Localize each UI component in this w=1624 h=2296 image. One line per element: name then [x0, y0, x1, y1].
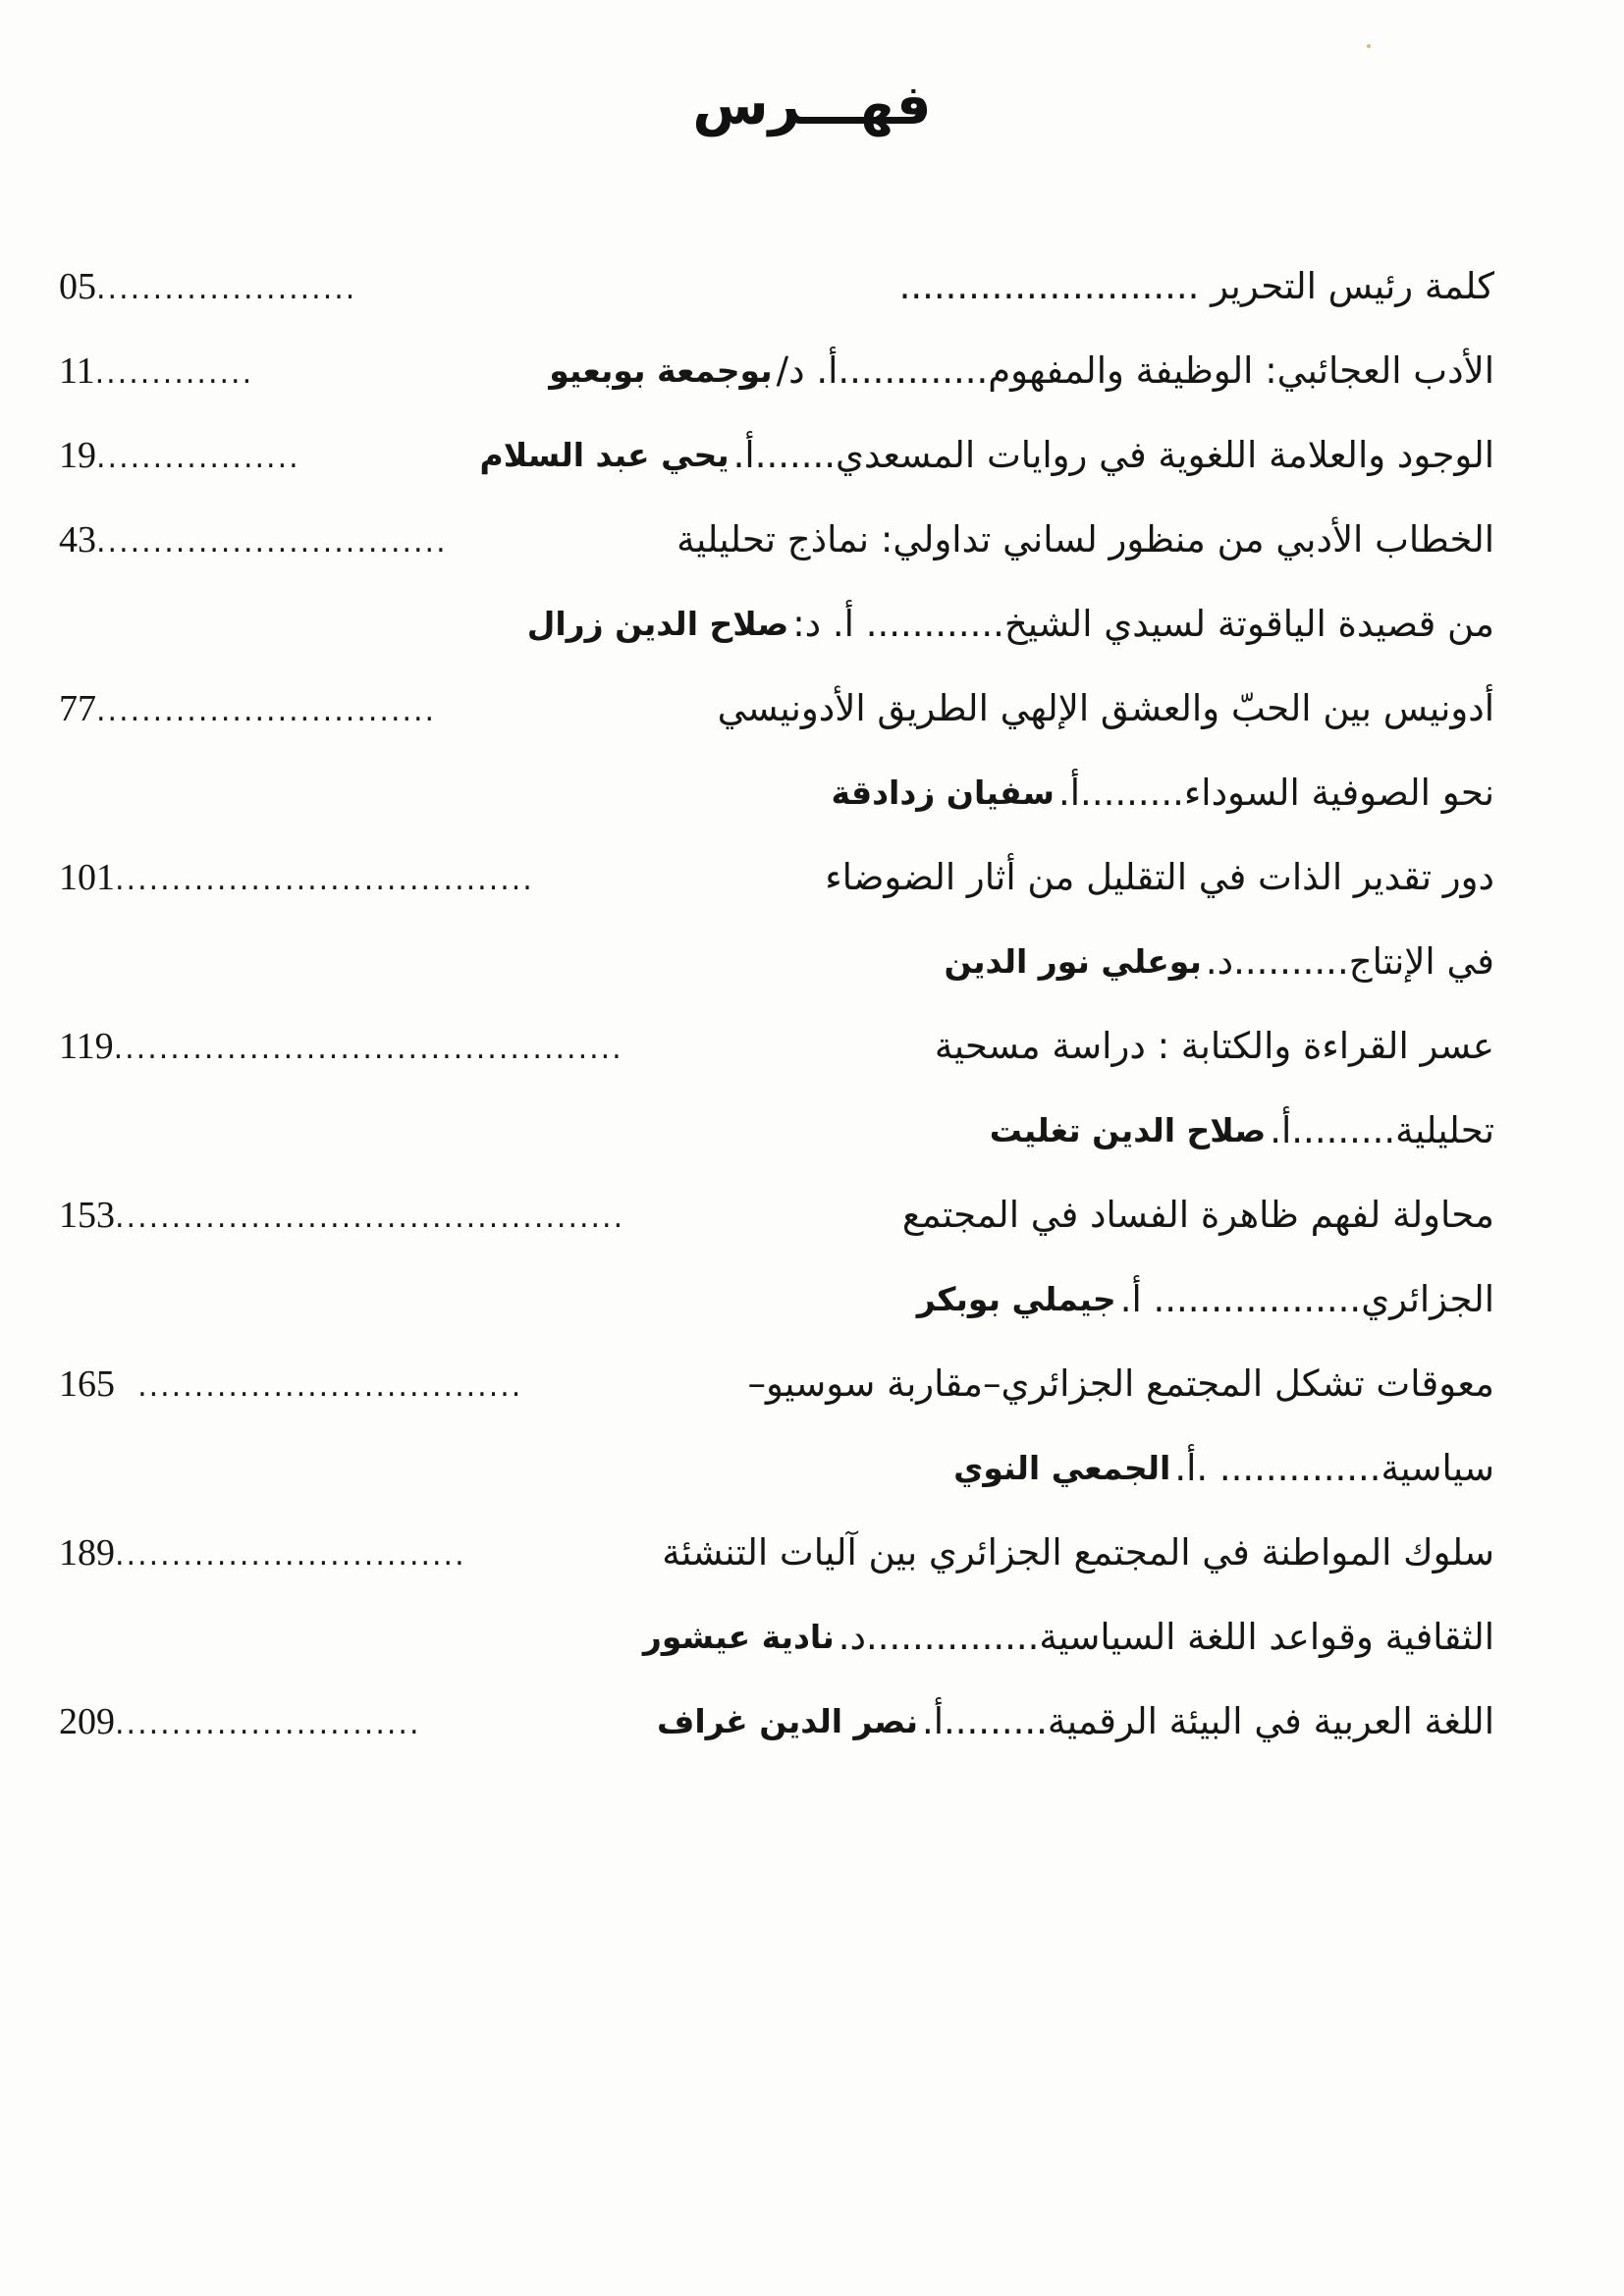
toc-leader-dots: ............................... [115, 1538, 466, 1573]
toc-page-number [59, 1355, 522, 1414]
toc-entry-title [527, 595, 1494, 654]
toc-entry-text: سياسية.............. .أ. [1174, 1447, 1494, 1489]
toc-entry-author: صلاح الدين زرال [526, 605, 789, 643]
toc-page-value: 05 [59, 266, 96, 307]
toc-entry [59, 1439, 1494, 1523]
toc-entry-title [821, 848, 1494, 907]
toc-entry-title [895, 257, 1494, 316]
toc-leader-dots: ............................... [96, 525, 448, 560]
toc-leader-dots: ............................................. [113, 1032, 623, 1066]
toc-entry-title [917, 1270, 1494, 1329]
toc-page-value: 43 [59, 519, 96, 561]
toc-entry-author: سفيان زدادقة [831, 774, 1056, 812]
toc-entry-title [990, 1101, 1494, 1160]
toc-entry-author: الجمعي النوي [953, 1449, 1171, 1487]
toc-entry-title [744, 1355, 1494, 1414]
toc-page-value: 165 [59, 1363, 115, 1405]
toc-entry-text: أدونيس بين الحبّ والعشق الإلهي الطريق الأدونيسي [717, 687, 1494, 729]
toc-entry [59, 933, 1494, 1017]
toc-entry-text: نحو الصوفية السوداء.........أ. [1058, 772, 1494, 814]
toc-entry-title [831, 764, 1494, 823]
toc-page-value: 101 [59, 857, 115, 898]
toc-entry-author: جيملي بوبكر [916, 1280, 1116, 1318]
toc-entry-author: نصر الدين غراف [657, 1702, 918, 1740]
toc-entry [59, 595, 1494, 679]
toc-page-number [59, 426, 300, 485]
toc-entry [59, 1608, 1494, 1692]
toc-entry [59, 848, 1494, 933]
toc-entry-text: محاولة لفهم ظاهرة الفساد في المجتمع [901, 1194, 1494, 1236]
toc-page-value: 189 [59, 1532, 115, 1574]
toc-entry-text: دور تقدير الذات في التقليل من أثار الضوضاء [825, 856, 1494, 898]
toc-entry-text: تحليلية.........أ. [1270, 1109, 1494, 1151]
toc-page-number [59, 1017, 623, 1076]
toc-leader-dots: ........................... [115, 1707, 421, 1741]
toc-page-number [59, 510, 448, 569]
toc-entry-title [643, 1608, 1494, 1667]
table-of-contents [59, 257, 1494, 1777]
toc-entry-text: الوجود والعلامة اللغوية في روايات المسعدي.......أ. [732, 434, 1494, 476]
toc-entry-text: سلوك المواطنة في المجتمع الجزائري بين آليات التنشئة [662, 1531, 1494, 1574]
toc-entry-text: اللغة العربية في البيئة الرقمية.........أ. [921, 1700, 1494, 1742]
toc-page-number [59, 257, 356, 316]
toc-leader-dots: ..................................... [115, 863, 534, 897]
toc-page-number [59, 679, 436, 738]
toc-entry-author: بوعلي نور الدين [944, 942, 1202, 981]
toc-page-number [59, 342, 253, 400]
toc-entry [59, 1270, 1494, 1355]
toc-entry [59, 764, 1494, 848]
toc-page-number [59, 1523, 466, 1582]
toc-entry-author: بوجمعة بوبعيو [549, 351, 773, 390]
toc-entry [59, 1101, 1494, 1186]
toc-entry-text: في الإنتاج..........د. [1205, 940, 1494, 983]
toc-entry-author: صلاح الدين تغليت [989, 1111, 1267, 1149]
toc-entry-title [931, 1017, 1494, 1076]
toc-page-value: 119 [59, 1026, 114, 1067]
toc-entry [59, 679, 1494, 764]
toc-entry [59, 1186, 1494, 1270]
toc-entry-text: كلمة رئيس التحرير .......................... [898, 265, 1494, 307]
toc-entry-title [944, 933, 1494, 991]
toc-leader-dots: ....................... [96, 272, 357, 306]
page-title: فهـــرس [692, 74, 932, 137]
toc-entry [59, 1017, 1494, 1101]
toc-entry-text: معوقات تشكل المجتمع الجزائري–مقاربة سوسيو– [747, 1362, 1494, 1405]
toc-page-number [59, 1692, 420, 1751]
toc-entry-title [658, 1523, 1494, 1582]
toc-entry-author: نادية عيشور [642, 1618, 835, 1656]
toc-page-value: 209 [59, 1701, 115, 1742]
toc-page-value: 77 [59, 688, 96, 729]
toc-leader-dots: .............. [94, 356, 254, 391]
toc-entry [59, 342, 1494, 426]
toc-entry-title [953, 1439, 1494, 1498]
toc-page-value: 11 [59, 350, 95, 392]
toc-entry-title [549, 342, 1494, 400]
toc-leader-dots: ............................................. [115, 1201, 625, 1235]
toc-entry [59, 1523, 1494, 1608]
toc-leader-dots: .................. [96, 441, 300, 475]
toc-page-number [59, 1186, 624, 1245]
paper-speck [1367, 44, 1371, 48]
toc-entry [59, 1355, 1494, 1439]
toc-entry-text: الجزائري.................. أ. [1119, 1278, 1494, 1320]
toc-leader-dots: .............................. [96, 694, 437, 728]
toc-entry-title [480, 426, 1494, 485]
toc-page-value: 19 [59, 435, 96, 476]
toc-entry-title [898, 1186, 1494, 1245]
toc-entry [59, 1692, 1494, 1777]
toc-page-value: 153 [59, 1195, 115, 1236]
toc-entry-text: عسر القراءة والكتابة : دراسة مسحية [934, 1025, 1494, 1067]
toc-entry-text: الثقافية وقواعد اللغة السياسية...............د. [838, 1616, 1494, 1658]
toc-entry-author: يحي عبد السلام [479, 436, 730, 474]
toc-entry-title [714, 679, 1494, 738]
toc-entry-text: من قصيدة الياقوتة لسيدي الشيخ............ أ. د: [792, 603, 1494, 645]
toc-entry-text: الأدب العجائبي: الوظيفة والمفهوم.............أ. د/ [776, 349, 1494, 392]
toc-entry-text: الخطاب الأدبي من منظور لساني تداولي: نماذج تحليلية [677, 518, 1494, 561]
toc-entry [59, 510, 1494, 595]
toc-entry [59, 426, 1494, 510]
toc-entry-title [673, 510, 1494, 569]
toc-entry-title [657, 1692, 1494, 1751]
toc-page-number [59, 848, 534, 907]
toc-leader-dots: .................................. [115, 1369, 523, 1404]
toc-entry [59, 257, 1494, 342]
